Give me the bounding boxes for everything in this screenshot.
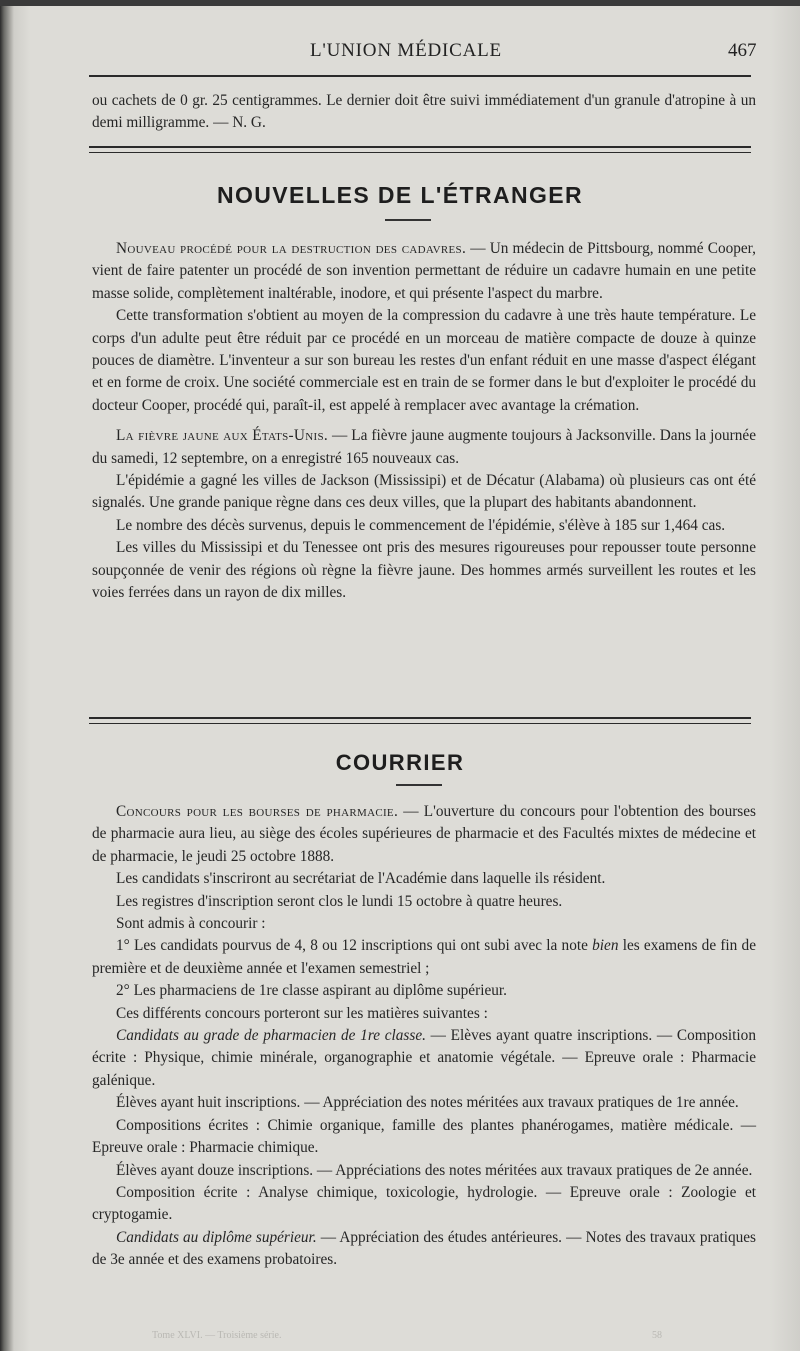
epidemie-paragraph: L'épidémie a gagné les villes de Jackson (Mississipi) et de Décatur (Alabama) où plusieurs cas ont été signalés. Une grande panique règne dans ces deux villes, que la plupart des habitants abandonnent. [92, 472, 756, 512]
diplome-superieur-heading: Candidats au diplôme supérieur. [116, 1228, 317, 1246]
concours-paragraph [92, 801, 756, 868]
condition-1-text: 1° Les candidats pourvus de 4, 8 ou 12 inscriptions qui ont subi avec la note [116, 937, 593, 955]
candidats-paragraph: Les candidats s'inscriront au secrétariat de l'Académie dans laquelle ils résident. [116, 870, 606, 888]
admis-paragraph: Sont admis à concourir : [116, 915, 266, 933]
section-rule-bottom [89, 152, 751, 153]
condition-1-paragraph [92, 935, 756, 980]
journal-title: L'UNION MÉDICALE [310, 40, 502, 61]
nouvelles-heading: NOUVELLES DE L'ÉTRANGER [216, 182, 584, 208]
deces-paragraph: Le nombre des décès survenus, depuis le commencement de l'épidémie, s'élève à 185 sur 1,464 cas. [116, 516, 726, 534]
condition-1-tail: les examens de fin de première et de deuxième année et l'examen semestriel ; [92, 937, 756, 977]
intro-text: ou cachets de 0 gr. 25 centigrammes. Le dernier doit être suivi immédiatement d'un granule d'atropine à un demi milligramme. — N. G. [92, 92, 756, 132]
courrier-heading: COURRIER [335, 750, 465, 775]
diplome-superieur-text: — Appréciation des études antérieures. — Notes des travaux pratiques de 3e année et des examens probatoires. [92, 1228, 756, 1269]
registres-paragraph: Les registres d'inscription seront clos le lundi 15 octobre à quatre heures. [116, 892, 563, 910]
matieres-paragraph: Ces différents concours porteront sur les matières suivantes : [116, 1004, 488, 1022]
scan-edge [0, 0, 800, 6]
diplome-superieur-paragraph [92, 1227, 756, 1272]
footer-bleedthrough [92, 1330, 756, 1342]
header-rule [89, 75, 751, 77]
intro-paragraph [92, 90, 756, 135]
premiere-classe-text: — Elèves ayant quatre inscriptions. — Composition écrite : Physique, chimie minérale, organographie et anatomie végétale. — Epreuve orale : Pharmacie galénique. [92, 1027, 756, 1089]
fievre-text: — La fièvre jaune augmente toujours à Jacksonville. Dans la journée du samedi, 12 septembre, on a enregistré 165 nouveaux cas. [92, 427, 757, 467]
heading-underline [385, 219, 431, 221]
compositions-paragraph: Compositions écrites : Chimie organique, famille des plantes phanérogames, matière médicale. — Epreuve orale : Pharmacie chimique. [92, 1116, 756, 1157]
composition-ecrite-paragraph: Composition écrite : Analyse chimique, toxicologie, hydrologie. — Epreuve orale : Zoologie et cryptogamie. [92, 1183, 756, 1224]
footer-volume: Tome XLVI. — Troisième série. [152, 1330, 282, 1341]
cadavres-paragraph [92, 238, 756, 305]
courrier-underline [396, 784, 442, 786]
premiere-classe-heading: Candidats au grade de pharmacien de 1re classe. [116, 1027, 426, 1045]
mesures-paragraph: Les villes du Mississipi et du Tenessee ont pris des mesures rigoureuses pour repousser toute personne soupçonnée de venir des régions où règne la fièvre jaune. Des hommes armés surveillent les routes et les voies ferrées dans un rayon de dix milles. [92, 539, 756, 602]
concours-text: — L'ouverture du concours pour l'obtention des bourses de pharmacie aura lieu, au siège des écoles supérieures de pharmacie et des Facultés mixtes de médecine et de pharmacie, le jeudi 25 octobre 1888. [92, 803, 757, 865]
concours-heading: Concours pour les bourses de pharmacie. [116, 803, 399, 820]
cadavres-text: — Un médecin de Pittsbourg, nommé Cooper, vient de faire patenter un procédé de son invention permettant de réduire un cadavre humain en une petite masse solide, complètement inaltérable, inodore, et qui présente l'aspect du marbre. [92, 240, 756, 302]
running-head [0, 40, 800, 70]
courrier-body [92, 801, 756, 1272]
condition-1-emphasis: bien [592, 937, 619, 955]
fievre-paragraph [92, 425, 756, 470]
footer-signature: 58 [652, 1330, 662, 1341]
huit-inscriptions-paragraph: Élèves ayant huit inscriptions. — Appréciation des notes méritées aux travaux pratiques de 1re année. [116, 1094, 739, 1112]
condition-2-paragraph: 2° Les pharmaciens de 1re classe aspirant au diplôme supérieur. [116, 982, 507, 1000]
douze-inscriptions-paragraph: Élèves ayant douze inscriptions. — Appréciations des notes méritées aux travaux pratiques de 2e année. [116, 1161, 753, 1179]
courrier-rule-top [89, 717, 751, 719]
nouvelles-body [92, 238, 756, 605]
courrier-rule-bottom [89, 723, 751, 724]
compression-paragraph: Cette transformation s'obtient au moyen de la compression du cadavre à une très haute température. Le corps d'un adulte peut être réduit par ce procédé en un morceau de matière compacte de douze à quinze pouces de diamètre. L'inventeur a sur son bureau les restes d'un enfant réduit en une masse d'aspect élégant et en forme de croix. Une société commerciale est en train de se former dans le but d'exploiter le procédé du docteur Cooper, procédé qui, paraît-il, est appelé à remplacer avec avantage la crémation. [92, 307, 756, 414]
section-rule-top [89, 146, 751, 148]
page-number: 467 [728, 40, 757, 61]
fievre-heading: La fièvre jaune aux États-Unis. [116, 427, 329, 445]
premiere-classe-paragraph [92, 1025, 756, 1092]
cadavres-heading: Nouveau procédé pour la destruction des cadavres. [116, 240, 467, 257]
